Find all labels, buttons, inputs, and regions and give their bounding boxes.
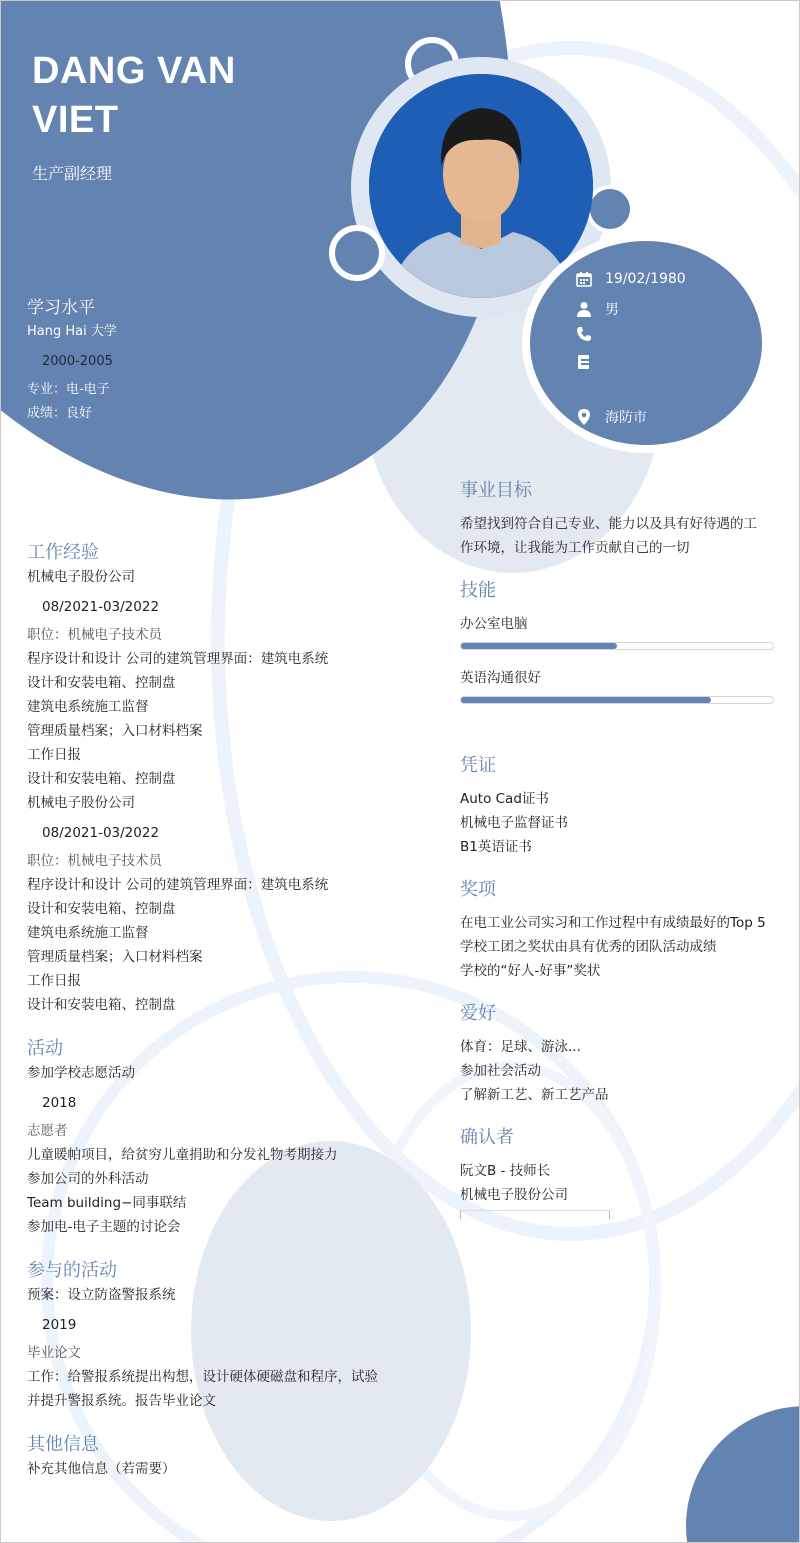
education-period: 2000-2005	[42, 354, 113, 369]
corner-blob	[686, 1406, 800, 1543]
certs-section-title: 凭证	[460, 755, 496, 776]
job-1-task: 程序设计和设计 公司的建筑管理界面：建筑电系统	[27, 651, 329, 667]
job-2-position: 职位：机械电子技术员	[27, 853, 162, 869]
job-2-company: 机械电子股份公司	[27, 795, 135, 811]
education-school: Hang Hai 大学	[27, 324, 117, 339]
cert-item: B1英语证书	[460, 839, 532, 855]
job-1-company: 机械电子股份公司	[27, 569, 135, 585]
projects-section-title: 参与的活动	[27, 1260, 117, 1281]
cert-item: Auto Cad证书	[460, 791, 549, 807]
birthday-text: 19/02/1980	[605, 271, 686, 287]
activity-role: 志愿者	[27, 1123, 68, 1139]
hobby-item: 了解新工艺、新工艺产品	[460, 1087, 609, 1103]
calendar-icon	[576, 271, 592, 287]
award-item: 学校工团之奖状由具有优秀的团队活动成绩	[460, 939, 717, 955]
objective-line-1: 希望找到符合自己专业、能力以及具有好待遇的工	[460, 516, 757, 532]
activity-item: 参加电-电子主题的讨论会	[27, 1219, 181, 1235]
phone-icon	[576, 326, 592, 342]
gender-text: 男	[605, 302, 619, 318]
hobbies-section-title: 爱好	[460, 1003, 496, 1024]
address-text: 海防市	[605, 410, 647, 426]
skill-bar-fill	[461, 643, 617, 649]
job-2-task: 设计和安装电箱、控制盘	[27, 901, 176, 917]
hobby-item: 体育：足球、游泳...	[460, 1039, 581, 1055]
other-section-title: 其他信息	[27, 1434, 99, 1455]
bg-blob-low	[191, 1141, 471, 1521]
job-2-period: 08/2021-03/2022	[42, 825, 160, 841]
full-name	[32, 47, 236, 145]
activity-year: 2018	[42, 1095, 77, 1111]
activity-name: 参加学校志愿活动	[27, 1065, 135, 1081]
email-row	[576, 354, 605, 370]
user-icon	[576, 301, 592, 317]
project-desc-line-1: 工作：给警报系统提出构想，设计硬体硬磁盘和程序，试验	[27, 1369, 378, 1385]
skill-name: 办公室电脑	[460, 616, 528, 632]
name-line-2: VIET	[32, 99, 119, 141]
objective-line-2: 作环境，让我能为工作贡献自己的一切	[460, 540, 690, 556]
award-item: 学校的“好人-好事”奖状	[460, 963, 601, 979]
awards-section-title: 奖项	[460, 879, 496, 900]
hobby-item: 参加社会活动	[460, 1063, 541, 1079]
activity-item: 参加公司的外科活动	[27, 1171, 149, 1187]
job-1-task: 建筑电系统施工监督	[27, 699, 149, 715]
gender-row	[576, 299, 619, 319]
job-1-position: 职位：机械电子技术员	[27, 627, 162, 643]
project-year: 2019	[42, 1317, 77, 1333]
job-2-task: 管理质量档案；入口材料档案	[27, 949, 203, 965]
job-2-task: 设计和安装电箱、控制盘	[27, 997, 176, 1013]
job-1-task: 管理质量档案；入口材料档案	[27, 723, 203, 739]
job-1-period: 08/2021-03/2022	[42, 599, 160, 615]
education-grade: 成绩：良好	[27, 406, 93, 421]
job-1-task: 工作日报	[27, 747, 81, 763]
job-1-task: 设计和安装电箱、控制盘	[27, 771, 176, 787]
activity-item: Team building−同事联结	[27, 1195, 187, 1211]
skills-section-title: 技能	[460, 580, 496, 601]
project-role: 毕业论文	[27, 1345, 81, 1361]
skill-bar-fill	[461, 697, 711, 703]
award-item: 在电工业公司实习和工作过程中有成绩最好的Top 5	[460, 915, 766, 931]
job-1-task: 设计和安装电箱、控制盘	[27, 675, 176, 691]
address-row	[576, 407, 647, 427]
activities-section-title: 活动	[27, 1038, 63, 1059]
deco-circle-left	[329, 225, 385, 281]
name-line-1: DANG VAN	[32, 50, 236, 92]
reference-name: 阮文B - 技师长	[460, 1163, 551, 1179]
project-name: 预案：设立防盗警报系统	[27, 1287, 176, 1303]
skill-bar-track	[460, 642, 774, 650]
birthday-row	[576, 271, 686, 287]
work-section-title: 工作经验	[27, 542, 99, 563]
job-2-task: 工作日报	[27, 973, 81, 989]
activity-item: 儿童暖帕项目，给贫穷儿童捐助和分发礼物考期接力	[27, 1147, 338, 1163]
skill-bar-track	[460, 696, 774, 704]
location-pin-icon	[576, 409, 592, 425]
phone-row	[576, 326, 605, 342]
education-major: 专业：电-电子	[27, 382, 110, 397]
email-icon	[576, 354, 592, 370]
deco-circle-right	[586, 185, 634, 233]
other-text: 补充其他信息（若需要）	[27, 1461, 176, 1477]
job-2-task: 程序设计和设计 公司的建筑管理界面：建筑电系统	[27, 877, 329, 893]
cert-item: 机械电子监督证书	[460, 815, 568, 831]
references-section-title: 确认者	[460, 1127, 514, 1148]
job-title: 生产副经理	[32, 164, 113, 183]
education-title: 学习水平	[27, 298, 95, 318]
reference-company: 机械电子股份公司	[460, 1187, 568, 1203]
objective-section-title: 事业目标	[460, 480, 532, 501]
skill-name: 英语沟通很好	[460, 670, 541, 686]
project-desc-line-2: 并提升警报系统。报告毕业论文	[27, 1393, 216, 1409]
job-2-task: 建筑电系统施工监督	[27, 925, 149, 941]
reference-cutoff	[460, 1210, 610, 1219]
